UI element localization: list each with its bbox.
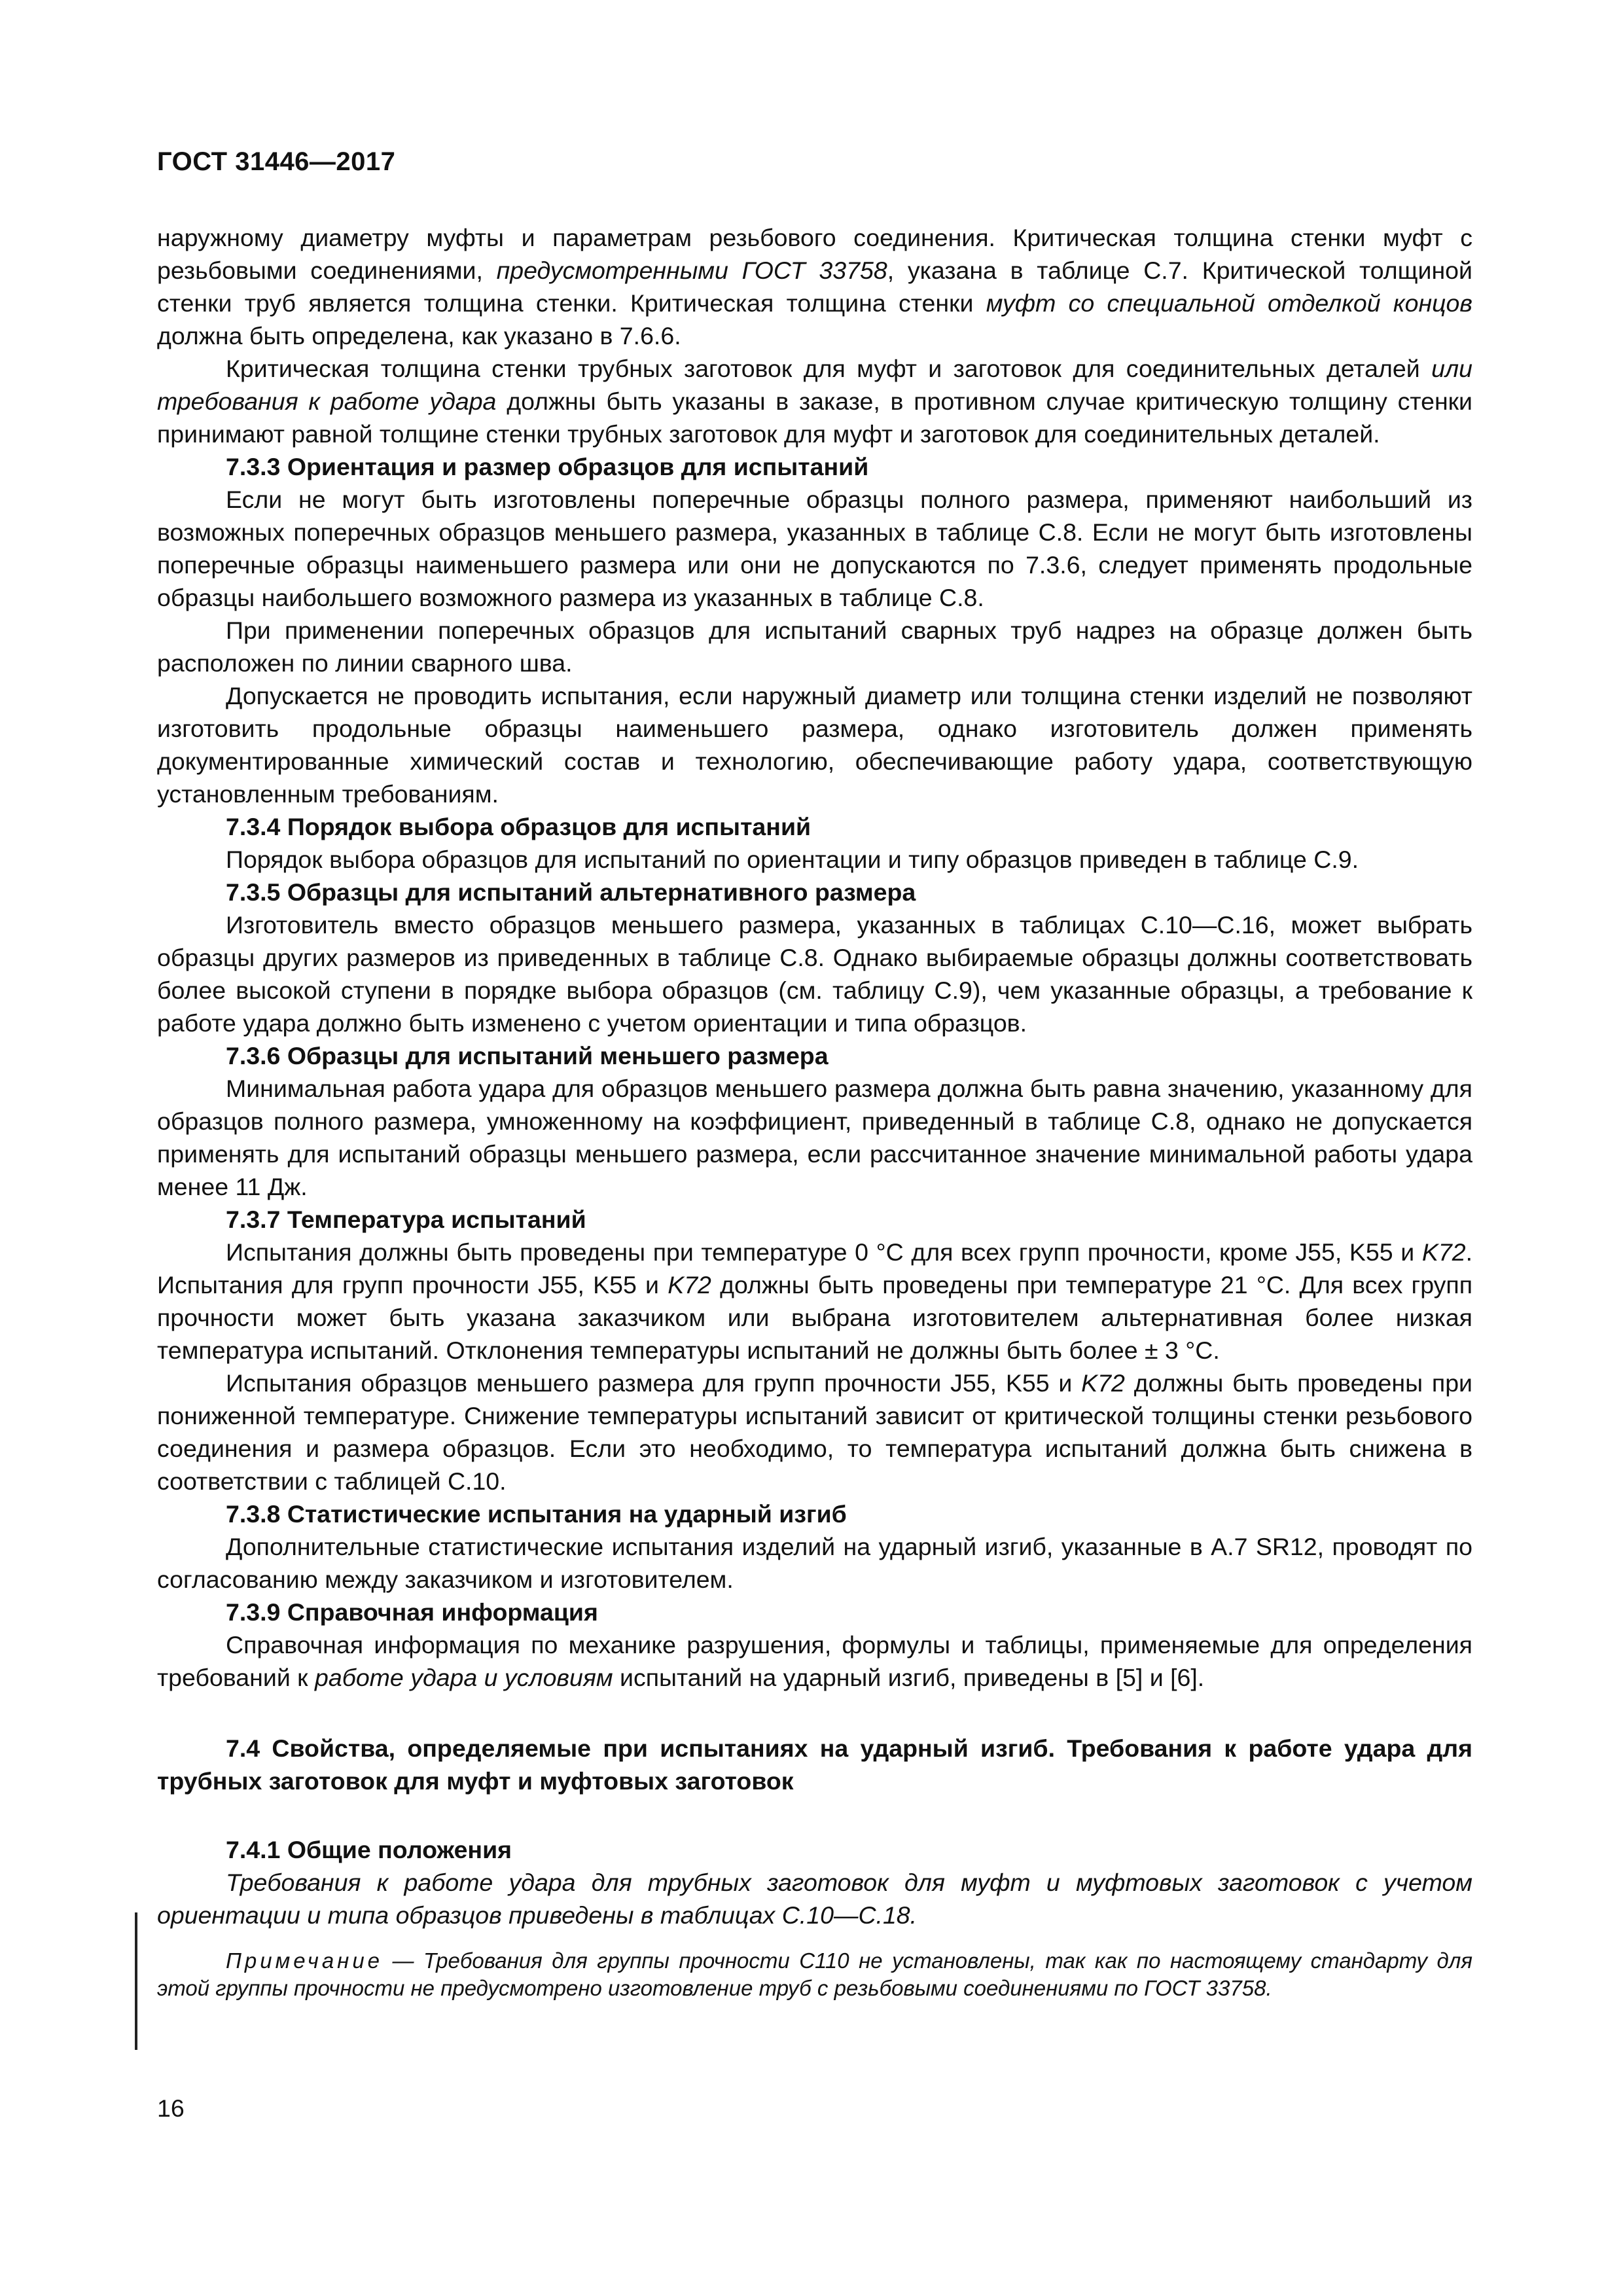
paragraph: При применении поперечных образцов для испытаний сварных труб надрез на образце должен быть расположен по линии сварного шва.	[157, 617, 1472, 677]
heading-7-3-9: 7.3.9 Справочная информация	[226, 1598, 598, 1626]
italic-run: работе удара и условиям	[315, 1664, 613, 1691]
paragraph: Изготовитель вместо образцов меньшего размера, указанных в таблицах С.10—С.16, может выбрать образцы других размеров из приведенных в таблице С.8. Однако выбираемые образцы должны соответствовать более высокой ступени в порядке выбора образцов (см. таблицу С.9), чем указанные образцы, а требование к работе удара должно быть изменено с учетом ориентации и типа образцов.	[157, 911, 1472, 1037]
page-number: 16	[157, 2094, 185, 2122]
italic-run: K72	[1421, 1238, 1466, 1266]
heading-7-4: 7.4 Свойства, определяемые при испытаниях на ударный изгиб. Требования к работе удара для трубных заготовок для муфт и муфтовых заготовок	[157, 1734, 1472, 1795]
text-run: . Испытания для групп прочности J55, K55 и	[157, 1238, 1472, 1299]
paragraph: Допускается не проводить испытания, если наружный диаметр или толщина стенки изделий не позволяют изготовить продольные образцы наименьшего размера, однако изготовитель должен применять документированные химический состав и технологию, обеспечивающие работу удара, соответствующую установленным требованиям.	[157, 682, 1472, 808]
italic-run: предусмотренными ГОСТ 33758	[496, 257, 887, 284]
heading-7-3-6: 7.3.6 Образцы для испытаний меньшего размера	[226, 1042, 829, 1069]
text-run: должны быть проведены при пониженной температуре. Снижение температуры испытаний зависит от критической толщины стенки резьбового соединения и размера образцов. Если это необходимо, то температура испытаний должна быть снижена в соответствии с таблицей С.10.	[157, 1369, 1472, 1495]
text-run: Справочная информация по механике разрушения, формулы и таблицы, применяемые для определения требований к	[157, 1631, 1472, 1691]
note	[157, 1947, 1472, 2002]
text-run: должна быть определена, как указано в 7.6.6.	[157, 322, 681, 350]
text-run: Испытания образцов меньшего размера для групп прочности J55, K55 и	[226, 1369, 1082, 1397]
text-run: , указана в таблице С.7. Критической толщиной стенки труб является толщина стенки. Критическая толщина стенки	[157, 257, 1472, 317]
italic-run: или требования к работе удара	[157, 355, 1472, 415]
text-run: Критическая толщина стенки трубных заготовок для муфт и заготовок для соединительных деталей	[226, 355, 1432, 382]
text-run: наружному диаметру муфты и параметрам резьбового соединения. Критическая толщина стенки муфт с резьбовыми соединениями,	[157, 224, 1472, 284]
paragraph	[157, 1236, 1472, 1367]
heading-7-4-1: 7.4.1 Общие положения	[226, 1836, 512, 1863]
heading-7-3-8: 7.3.8 Статистические испытания на ударный изгиб	[226, 1500, 847, 1528]
text-run: должны быть проведены при температуре 21 °С. Для всех групп прочности может быть указана заказчиком или выбрана изготовителем альтернативная более низкая температура испытаний. Отклонения температуры испытаний не должны быть более ± 3 °С.	[157, 1271, 1473, 1364]
document-body	[157, 221, 1472, 2002]
heading-7-3-3: 7.3.3 Ориентация и размер образцов для испытаний	[226, 453, 869, 480]
note-text: — Требования для группы прочности С110 не установлены, так как по настоящему стандарту для этой группы прочности не предусмотрено изготовление труб с резьбовыми соединениями по ГОСТ 33758.	[157, 1948, 1472, 2000]
paragraph: Дополнительные статистические испытания изделий на ударный изгиб, указанные в А.7 SR12, проводят по согласованию между заказчиком и изготовителем.	[157, 1533, 1472, 1593]
paragraph-italic: Требования к работе удара для трубных заготовок для муфт и муфтовых заготовок с учетом ориентации и типа образцов приведены в таблицах С.10—С.18.	[157, 1869, 1472, 1929]
heading-7-3-7: 7.3.7 Температура испытаний	[226, 1206, 586, 1233]
paragraph	[157, 352, 1472, 450]
text-run: Испытания должны быть проведены при температуре 0 °С для всех групп прочности, кроме J55, K55 и	[226, 1238, 1422, 1266]
spacer	[157, 1694, 1472, 1732]
change-bar	[135, 1912, 137, 2050]
text-run: должны быть указаны в заказе, в противном случае критическую толщину стенки принимают равной толщине стенки трубных заготовок для муфт и заготовок для соединительных деталей.	[157, 387, 1473, 448]
heading-7-3-4: 7.3.4 Порядок выбора образцов для испытаний	[226, 813, 812, 840]
note-label: Примечание	[226, 1948, 383, 1973]
italic-run: K72	[1081, 1369, 1125, 1397]
paragraph: Порядок выбора образцов для испытаний по ориентации и типу образцов приведен в таблице С.9.	[226, 846, 1359, 873]
text-run: испытаний на ударный изгиб, приведены в [5] и [6].	[613, 1664, 1205, 1691]
italic-run: K72	[668, 1271, 711, 1299]
spacer	[157, 1931, 1472, 1947]
paragraph-continuation	[157, 221, 1472, 352]
paragraph	[157, 1628, 1472, 1694]
document-header: ГОСТ 31446—2017	[157, 147, 396, 176]
spacer	[157, 1797, 1472, 1833]
paragraph: Если не могут быть изготовлены поперечные образцы полного размера, применяют наибольший из возможных поперечных образцов меньшего размера, указанных в таблице С.8. Если не могут быть изготовлены поперечные образцы наименьшего размера или они не допускаются по 7.3.6, следует применять продольные образцы наибольшего возможного размера из указанных в таблице С.8.	[157, 486, 1472, 611]
heading-7-3-5: 7.3.5 Образцы для испытаний альтернативного размера	[226, 878, 916, 906]
paragraph	[157, 1367, 1472, 1498]
paragraph: Минимальная работа удара для образцов меньшего размера должна быть равна значению, указанному для образцов полного размера, умноженному на коэффициент, приведенный в таблице С.8, однако не допускается применять для испытаний образцы меньшего размера, если рассчитанное значение минимальной работы удара менее 11 Дж.	[157, 1075, 1472, 1200]
italic-run: муфт со специальной отделкой концов	[986, 289, 1472, 317]
